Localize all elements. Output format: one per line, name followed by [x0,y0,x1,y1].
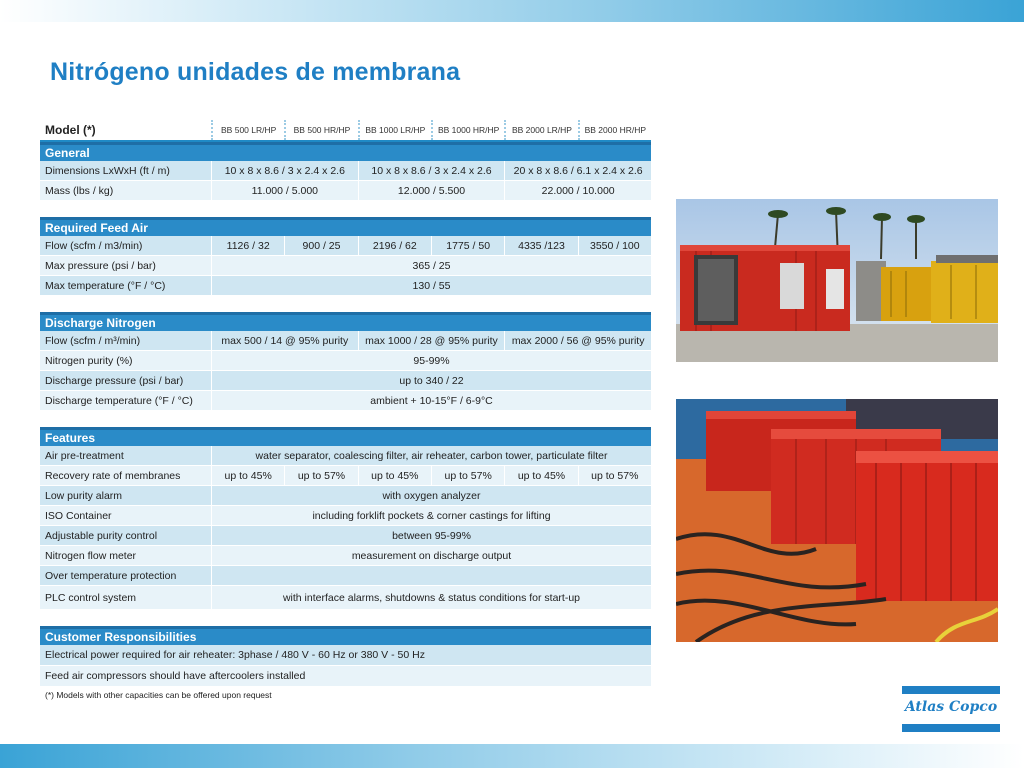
section-gap [40,201,651,217]
cell: 3550 / 100 [578,236,651,255]
table-row [40,181,651,201]
row-label: Flow (scfm / m³/min) [45,334,141,347]
model-col-3: BB 1000 LR/HP [358,120,431,140]
footnote: (*) Models with other capacities can be offered upon request [45,690,272,700]
cell: 4335 /123 [504,236,577,255]
table-row [40,645,651,666]
row-label: Over temperature protection [45,569,177,582]
cell: 1126 / 32 [211,236,284,255]
model-col-6: BB 2000 HR/HP [578,120,651,140]
logo-bar-bottom [902,724,1000,732]
bottom-gradient-band [0,744,1024,768]
cell: up to 340 / 22 [211,371,651,390]
section-discharge: Discharge Nitrogen [40,312,651,331]
table-row [40,351,651,371]
row-label: Discharge temperature (°F / °C) [45,394,193,407]
row-label: Nitrogen flow meter [45,549,137,562]
cell: 10 x 8 x 8.6 / 3 x 2.4 x 2.6 [211,161,358,180]
cell: with interface alarms, shutdowns & status conditions for start-up [211,586,651,609]
row-label: Max pressure (psi / bar) [45,259,156,272]
cell: up to 45% [358,466,431,485]
cell: measurement on discharge output [211,546,651,565]
photo-containers-yard [676,199,998,362]
cell: up to 45% [504,466,577,485]
section-gap [40,610,651,626]
cell: up to 57% [578,466,651,485]
photo-containers-deck [676,399,998,642]
model-col-2: BB 500 HR/HP [284,120,357,140]
row-label: Electrical power required for air reheater: 3phase / 480 V - 60 Hz or 380 V - 50 Hz [45,649,425,661]
table-row [40,506,651,526]
row-label: Low purity alarm [45,489,123,502]
cell: 130 / 55 [211,276,651,295]
cell [211,566,651,585]
table-row [40,331,651,351]
spec-table [40,120,651,703]
table-row [40,586,651,610]
cell: including forklift pockets & corner castings for lifting [211,506,651,525]
table-row [40,446,651,466]
cell: up to 57% [431,466,504,485]
model-col-5: BB 2000 LR/HP [504,120,577,140]
table-row [40,236,651,256]
row-label: Max temperature (°F / °C) [45,279,166,292]
table-row [40,256,651,276]
section-gap [40,296,651,312]
cell: with oxygen analyzer [211,486,651,505]
cell: max 1000 / 28 @ 95% purity [358,331,505,350]
top-gradient-band [0,0,1024,22]
cell: 2196 / 62 [358,236,431,255]
model-col-4: BB 1000 HR/HP [431,120,504,140]
cell: 10 x 8 x 8.6 / 3 x 2.4 x 2.6 [358,161,505,180]
atlas-copco-logo [902,686,1000,732]
row-label: Discharge pressure (psi / bar) [45,374,184,387]
row-label: Adjustable purity control [45,529,158,542]
cell: max 2000 / 56 @ 95% purity [504,331,651,350]
table-row [40,161,651,181]
cell: ambient + 10-15°F / 6-9°C [211,391,651,410]
cell: 22.000 / 10.000 [504,181,651,200]
section-general: General [40,142,651,161]
model-col-1: BB 500 LR/HP [211,120,284,140]
row-label: Recovery rate of membranes [45,469,181,482]
logo-text: Atlas Copco [904,699,998,715]
row-label: Flow (scfm / m3/min) [45,239,143,252]
table-row [40,546,651,566]
slide-title: Nitrógeno unidades de membrana [50,58,461,86]
table-row [40,526,651,546]
cell: up to 45% [211,466,284,485]
model-header: Model (*) [45,123,96,137]
logo-bar-top [902,686,1000,694]
table-row [40,486,651,506]
cell: 11.000 / 5.000 [211,181,358,200]
row-label: Nitrogen purity (%) [45,354,133,367]
row-label: PLC control system [45,591,137,604]
table-row [40,276,651,296]
cell: max 500 / 14 @ 95% purity [211,331,358,350]
row-label: Feed air compressors should have aftercoolers installed [45,670,306,682]
section-features: Features [40,427,651,446]
section-feed-air: Required Feed Air [40,217,651,236]
table-row [40,566,651,586]
cell: 95-99% [211,351,651,370]
row-label: Dimensions LxWxH (ft / m) [45,164,170,177]
row-label: ISO Container [45,509,112,522]
row-label: Mass (lbs / kg) [45,184,114,197]
table-row [40,466,651,486]
table-header-row [40,120,651,142]
section-gap [40,411,651,427]
cell: water separator, coalescing filter, air reheater, carbon tower, particulate filter [211,446,651,465]
cell: 12.000 / 5.500 [358,181,505,200]
deck-illustration [676,399,998,642]
cell: 365 / 25 [211,256,651,275]
table-row [40,666,651,687]
table-row [40,391,651,411]
yard-illustration [676,199,998,362]
cell: 900 / 25 [284,236,357,255]
cell: 20 x 8 x 8.6 / 6.1 x 2.4 x 2.6 [504,161,651,180]
cell: 1775 / 50 [431,236,504,255]
cell: up to 57% [284,466,357,485]
section-customer: Customer Responsibilities [40,626,651,645]
table-row [40,371,651,391]
row-label: Air pre-treatment [45,449,124,462]
cell: between 95-99% [211,526,651,545]
